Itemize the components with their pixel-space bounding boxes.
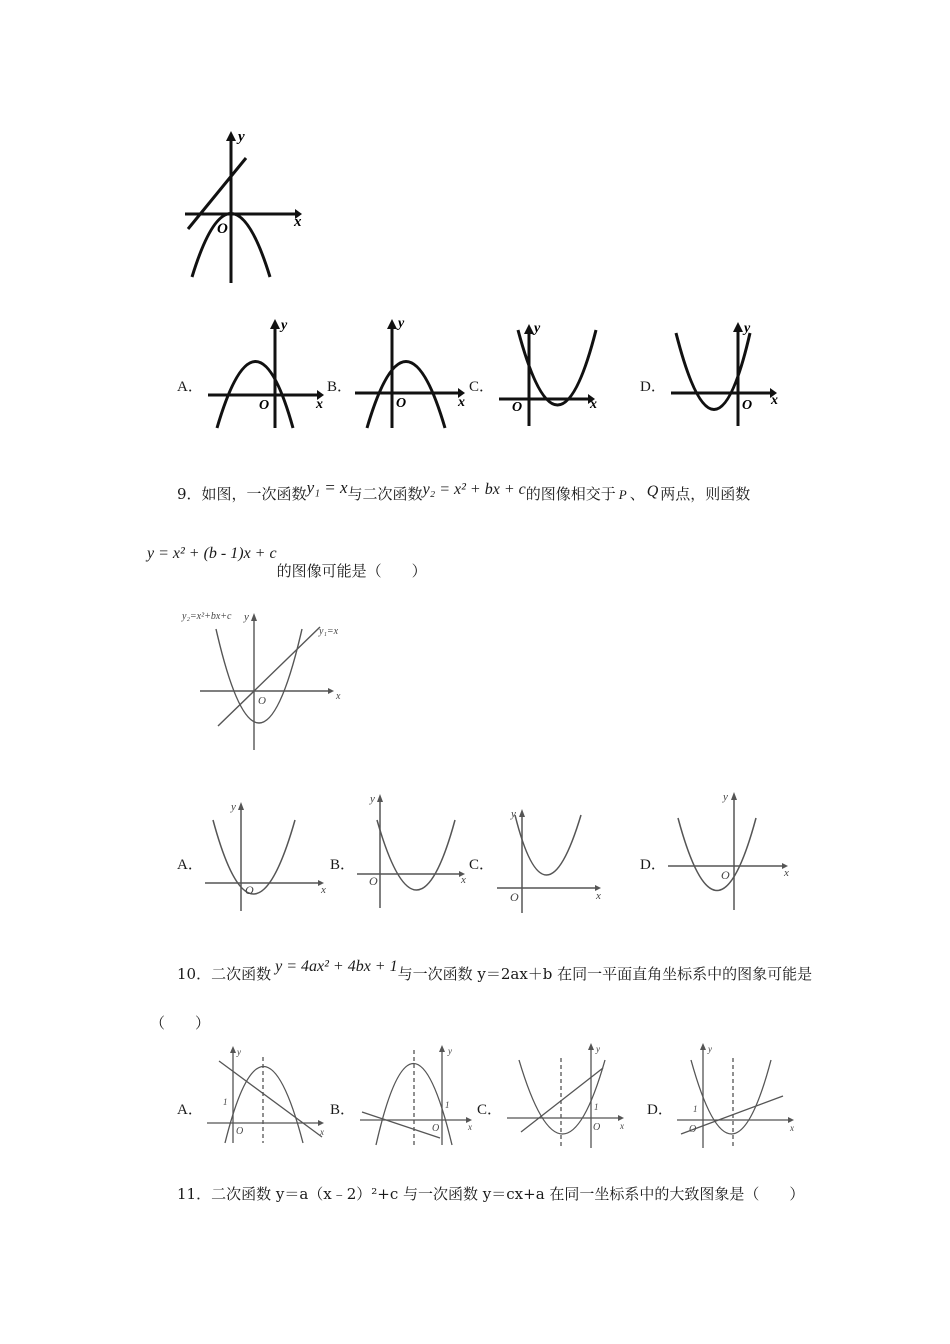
q9-expr-y1: y₁ = x	[306, 478, 348, 497]
axis-y-label: y	[237, 1047, 241, 1057]
q9-expr-y2: y₂ = x² + bx + c	[422, 481, 526, 498]
intercept-one-label: 1	[693, 1104, 698, 1114]
axis-y-label: y	[398, 316, 405, 331]
q9-point-p: P	[618, 487, 627, 502]
origin-label: O	[432, 1123, 440, 1134]
q8-option-a-graph[interactable]	[205, 315, 330, 430]
axis-y-label: y	[744, 321, 751, 336]
q9-option-b-graph[interactable]	[355, 790, 475, 910]
q10-paren: （ ）	[150, 1014, 211, 1032]
axis-y-label: y	[370, 793, 375, 805]
axis-x-label: x	[320, 1127, 324, 1137]
q9-option-a-label[interactable]: A．	[177, 857, 203, 873]
q9-text-5: 的图像可能是（ ）	[276, 562, 427, 580]
origin-label: O	[245, 883, 254, 897]
q9-sep: 、	[629, 485, 645, 503]
axis-x-label: x	[468, 1122, 472, 1132]
axis-y-label: y	[708, 1044, 712, 1054]
origin-label: O	[721, 868, 730, 882]
q8-option-d-graph[interactable]	[668, 318, 788, 428]
q8-option-a-label[interactable]: A．	[177, 379, 203, 395]
axis-y-label: y	[238, 129, 245, 145]
axis-y-label: y	[244, 611, 249, 623]
axis-x-label: x	[336, 691, 341, 702]
origin-label: O	[258, 695, 266, 707]
q9-stem-line2	[147, 545, 427, 580]
q11-stem: 11．二次函数 y＝a（x﹣2）²+c 与一次函数 y＝cx+a 在同一坐标系中的大致图象是（ ）	[177, 1185, 805, 1203]
axis-x-label: x	[458, 395, 465, 410]
axis-x-label: x	[784, 867, 789, 879]
axis-y-label: y	[448, 1046, 452, 1056]
axis-x-label: x	[596, 890, 601, 902]
q8-option-d-label[interactable]: D．	[640, 379, 666, 395]
origin-label: O	[510, 890, 519, 904]
axis-x-label: x	[294, 214, 302, 230]
q8-option-c-label[interactable]: C．	[469, 379, 495, 395]
q8-option-b-label[interactable]: B．	[327, 379, 353, 395]
intercept-one-label: 1	[594, 1102, 599, 1112]
axis-x-label: x	[461, 874, 466, 886]
q10-option-a-graph[interactable]	[205, 1045, 330, 1145]
q9-option-c-graph[interactable]	[495, 805, 610, 915]
y2-curve-label: y₂=x²+bx+c	[182, 611, 232, 622]
intercept-one-label: 1	[445, 1100, 450, 1110]
axis-y-label: y	[596, 1044, 600, 1054]
q9-option-b-label[interactable]: B．	[330, 857, 356, 873]
origin-label: O	[512, 400, 523, 415]
origin-label: O	[236, 1126, 244, 1137]
q9-option-c-label[interactable]: C．	[469, 857, 495, 873]
axis-y-label: y	[511, 808, 516, 820]
q9-text-4: 两点，则函数	[660, 485, 751, 503]
q10-option-d-graph[interactable]	[675, 1040, 800, 1150]
q10-number: 10．二次函数	[177, 965, 272, 983]
q8-option-c-graph[interactable]	[496, 318, 606, 428]
q9-number: 9．	[177, 485, 202, 503]
origin-label: O	[259, 398, 270, 413]
q8-option-b-graph[interactable]	[352, 315, 477, 430]
origin-label: O	[593, 1122, 601, 1133]
q9-option-d-graph[interactable]	[666, 788, 796, 913]
origin-label: O	[396, 396, 407, 411]
q10-option-c-graph[interactable]	[505, 1040, 630, 1150]
q10-text: 与一次函数 y＝2ax＋b 在同一平面直角坐标系中的图象可能是	[397, 965, 813, 983]
y1-line-label: y₁=x	[319, 626, 339, 637]
q10-option-a-label[interactable]: A．	[177, 1102, 203, 1118]
q10-expr: y = 4ax² + 4bx + 1	[275, 958, 398, 975]
origin-label: O	[217, 221, 228, 237]
q9-text-1: 如图，一次函数	[201, 485, 307, 503]
axis-y-label: y	[231, 801, 236, 813]
axis-x-label: x	[790, 1123, 794, 1133]
axis-y-label: y	[723, 791, 728, 803]
q10-option-c-label[interactable]: C．	[477, 1102, 503, 1118]
q10-stem-line1	[177, 958, 813, 984]
q9-text-3: 的图像相交于	[525, 485, 616, 503]
q9-text-2: 与二次函数	[347, 485, 423, 503]
origin-label: O	[369, 874, 378, 888]
axis-x-label: x	[316, 397, 323, 412]
axis-x-label: x	[620, 1121, 624, 1131]
axis-x-label: x	[321, 884, 326, 896]
q9-expr-y: y = x² + (b - 1)x + c	[147, 545, 277, 562]
axis-y-label: y	[534, 321, 541, 336]
q8-stem-graph	[180, 125, 310, 285]
q10-option-b-graph[interactable]	[358, 1042, 478, 1147]
axis-y-label: y	[281, 318, 288, 333]
q10-option-b-label[interactable]: B．	[330, 1102, 356, 1118]
origin-label: O	[689, 1124, 697, 1135]
q9-option-d-label[interactable]: D．	[640, 857, 666, 873]
q9-stem-line1	[177, 478, 751, 504]
intercept-one-label: 1	[223, 1097, 228, 1107]
axis-x-label: x	[771, 393, 778, 408]
q9-stem-graph	[178, 605, 358, 755]
q10-option-d-label[interactable]: D．	[647, 1102, 673, 1118]
origin-label: O	[742, 398, 753, 413]
axis-x-label: x	[590, 397, 597, 412]
q9-option-a-graph[interactable]	[203, 798, 333, 913]
q9-point-q: Q	[646, 483, 659, 500]
